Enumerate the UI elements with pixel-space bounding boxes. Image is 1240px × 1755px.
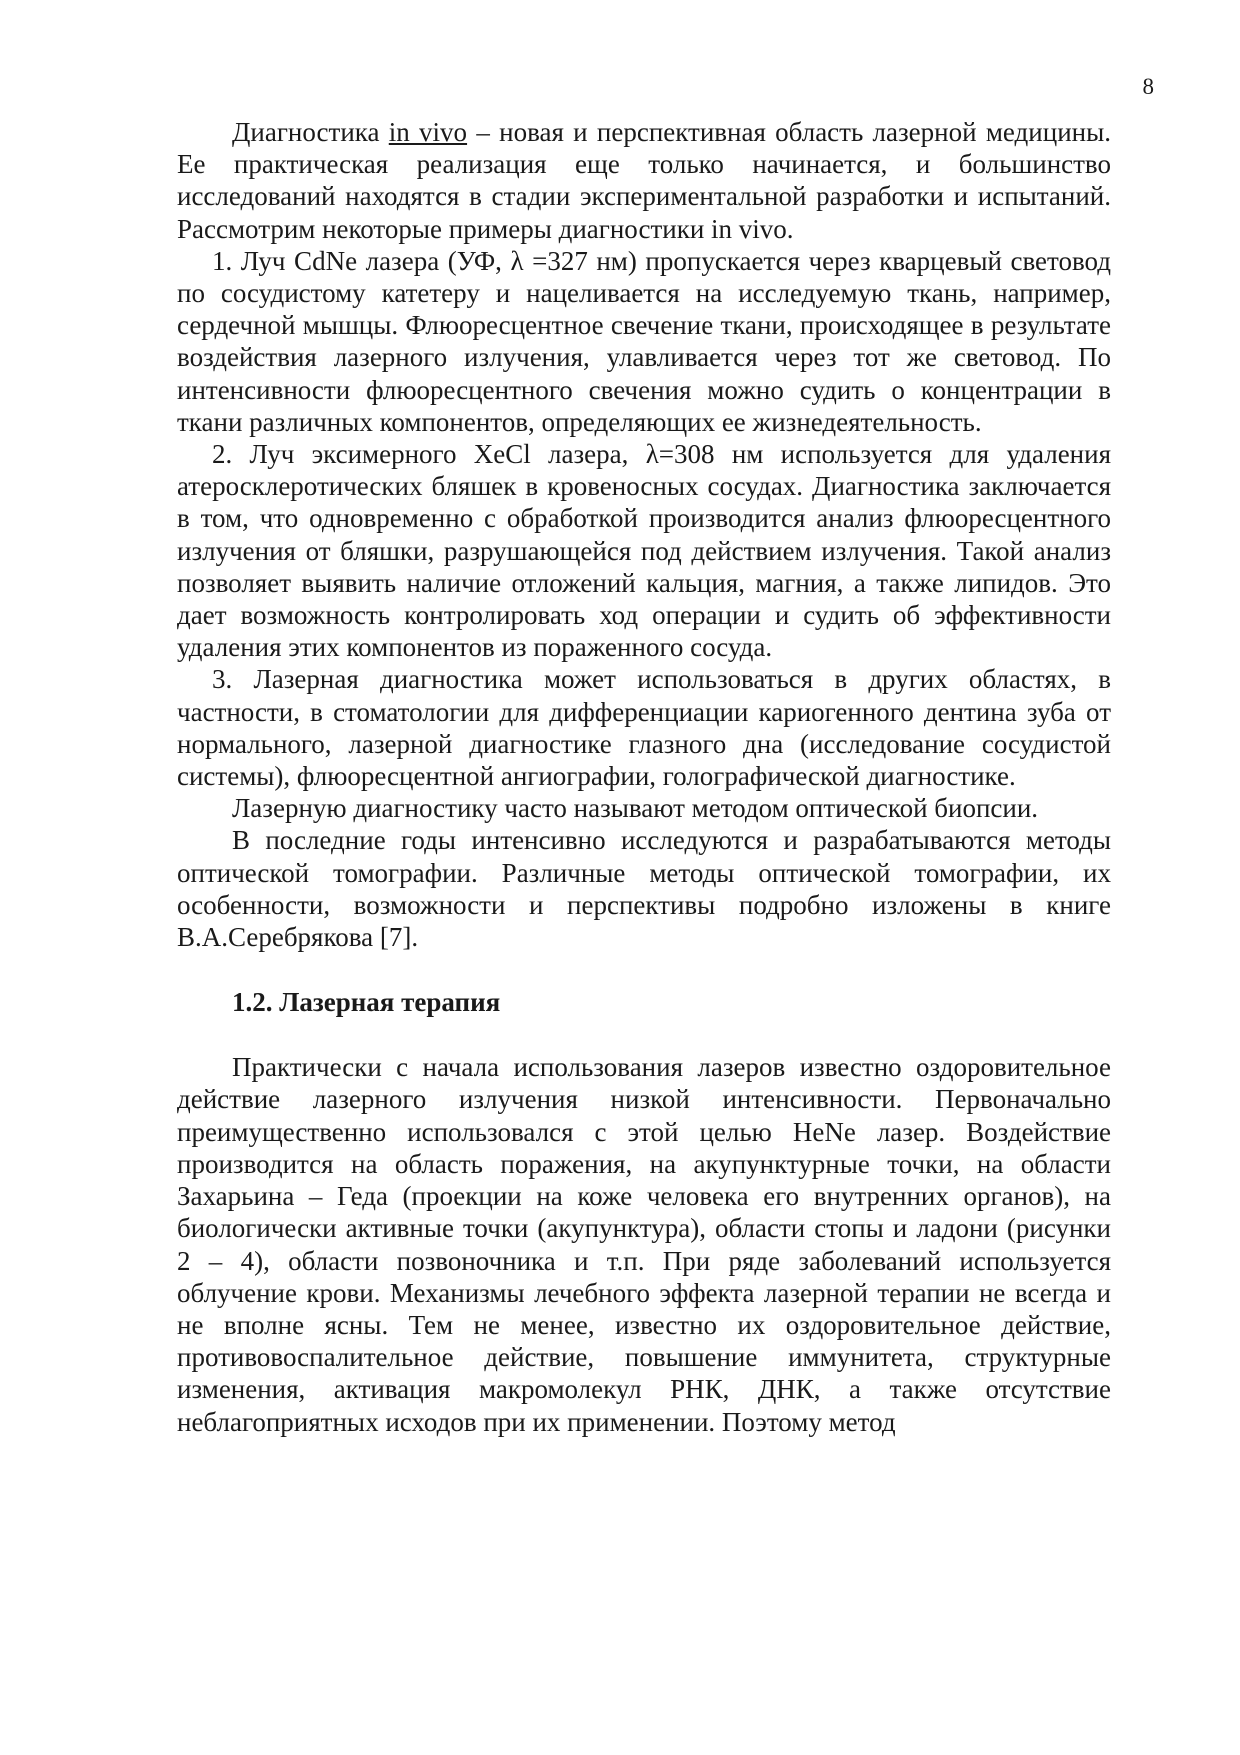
intro-text-end: – новая и перспективная область лазерной медицины. Ее практическая реализация еще только начинается, и большинство исследований находятся в стадии экспериментальной разработки и испытаний. Рассмотрим некоторые примеры диагностики in vivo. [177, 117, 1111, 244]
page-number: 8 [1142, 74, 1154, 99]
list-item-1: 1. Луч CdNe лазера (УФ, λ =327 нм) пропускается через кварцевый световод по сосудистому катетеру и нацеливается на исследуемую ткань, например, сердечной мышцы. Флюоресцентное свечение ткани, происходящее в результате воздействия лазерного излучения, улавливается через тот же световод. По интенсивности флюоресцентного свечения можно судить о концентрации в ткани различных компонентов, определяющих ее жизнедеятельность. [177, 245, 1111, 437]
list-item-3: 3. Лазерная диагностика может использоваться в других областях, в частности, в стоматологии для дифференциации кариогенного дентина зуба от нормального, лазерной диагностике глазного дна (исследование сосудистой системы), флюоресцентной ангиографии, голографической диагностике. [177, 664, 1111, 792]
document-body [177, 116, 1111, 1438]
optical-biopsy-paragraph: Лазерную диагностику часто называют методом оптической биопсии. [232, 793, 1039, 824]
list-item-2: 2. Луч эксимерного XeCl лазера, λ=308 нм используется для удаления атеросклеротических бляшек в кровеносных сосудах. Диагностика заключается в том, что одновременно с обработкой производится анализ флюоресцентного излучения от бляшки, разрушающейся под действием излучения. Такой анализ позволяет выявить наличие отложений кальция, магния, а также липидов. Это дает возможность контролировать ход операции и судить об эффективности удаления этих компонентов из пораженного сосуда. [177, 439, 1111, 663]
in-vivo-underlined: in vivo [388, 117, 468, 147]
intro-text-start: Диагностика [232, 117, 389, 147]
intro-paragraph [177, 116, 1111, 245]
laser-therapy-paragraph: Практически с начала использования лазеров известно оздоровительное действие лазерного излучения низкой интенсивности. Первоначально преимущественно использовался с этой целью HeNe лазер. Воздействие производится на область поражения, на акупунктурные точки, на области Захарьина – Геда (проекции на коже человека его внутренних органов), на биологически активные точки (акупунктура), области стопы и ладони (рисунки 2 – 4), области позвоночника и т.п. При ряде заболеваний используется облучение крови. Механизмы лечебного эффекта лазерной терапии не всегда и не вполне ясны. Тем не менее, известно их оздоровительное действие, противовоспалительное действие, повышение иммунитета, структурные изменения, активация макромолекул РНК, ДНК, а также отсутствие неблагоприятных исходов при их применении. Поэтому метод [177, 1052, 1111, 1437]
section-title: 1.2. Лазерная терапия [232, 987, 501, 1018]
tomography-paragraph: В последние годы интенсивно исследуются и разрабатываются методы оптической томографии. Различные методы оптической томографии, их особенности, возможности и перспективы подробно изложены в книге В.А.Серебрякова [7]. [177, 825, 1111, 953]
